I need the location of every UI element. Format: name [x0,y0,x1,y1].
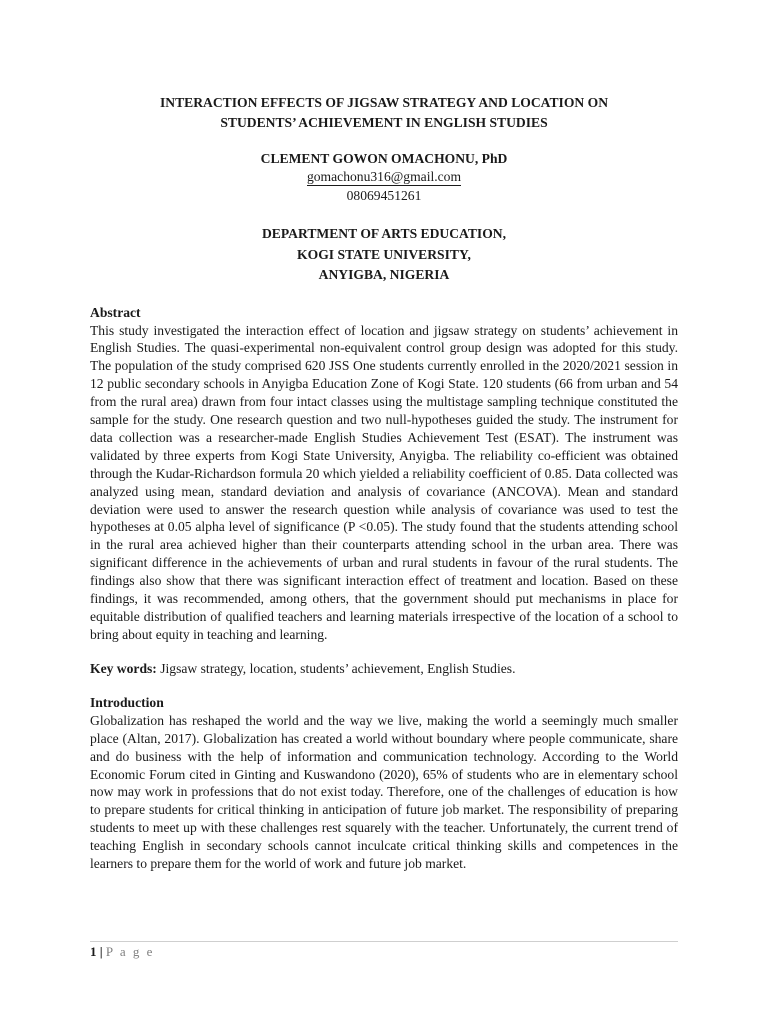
title-line-1: INTERACTION EFFECTS OF JIGSAW STRATEGY AND LOCATION ON [159,95,609,110]
introduction-heading: Introduction [90,694,164,710]
page-content [90,93,678,873]
page-number: 1 [90,944,97,959]
author-name: CLEMENT GOWON OMACHONU, PhD [260,151,508,166]
abstract-heading: Abstract [90,304,141,320]
paper-title [90,93,678,133]
author-phone: 08069451261 [346,188,422,203]
affiliation-line-2: KOGI STATE UNIVERSITY, [297,246,471,262]
page-separator: | [96,944,106,959]
keywords-line [90,660,678,678]
author-block [90,150,678,206]
author-email-link[interactable]: gomachonu316@gmail.com [306,169,462,184]
keywords-label: Key words: [90,660,157,676]
introduction-text: Globalization has reshaped the world and the way we live, making the world a seemingly much smaller place (Altan, 2017). Globalization has created a world without boundary where people communicate, share and do business with the help of information and communication technology. According to the World Economic Forum cited in Ginting and Kuswandono (2020), 65% of students who are in elementary school now may work in professions that do not exist today. Therefore, one of the challenges of education is how to prepare students for critical thinking in anticipation of future job market. The responsibility of preparing students to meet up with these challenges rest squarely with the teacher. Unfortunately, the current trend of teaching English in secondary schools cannot inculcate critical thinking skills and competences in the learners to prepare them for the world of work and future job market. [90,712,678,872]
footer-divider [90,941,678,942]
keywords-text: Jigsaw strategy, location, students’ achievement, English Studies. [156,660,516,676]
page-label: P a g e [105,944,155,959]
abstract-text: This study investigated the interaction effect of location and jigsaw strategy on students’ achievement in English Studies. The quasi-experimental non-equivalent control group design was adopted for this study. The population of the study comprised 620 JSS One students currently enrolled in the 2020/2021 session in 12 public secondary schools in Anyigba Education Zone of Kogi State. 120 students (66 from urban and 54 from the rural area) drawn from four intact classes using the multistage sampling technique constituted the sample for the study. One research question and two null-hypotheses guided the study. The instrument for data collection was a researcher-made English Studies Achievement Test (ESAT). The instrument was validated by three experts from Kogi State University, Anyigba. The reliability co-efficient was obtained through the Kudar-Richardson formula 20 which yielded a reliability coefficient of 0.85. Data collected was analyzed using mean, standard deviation and analysis of covariance (ANCOVA). Mean and standard deviation were used to answer the research question while analysis of covariance was used to test the hypotheses at 0.05 alpha level of significance (P <0.05). The study found that the students attending school in the rural area achieved higher than their counterparts attending school in the urban area. There was significant difference in the achievements of urban and rural students in favour of the rural students. The findings also show that there was significant interaction effect of treatment and location. Based on these findings, it was recommended, among others, that the government should put mechanisms in place for equitable distribution of qualified teachers and learning materials irrespective of the location of a school to bring about equity in teaching and learning. [90,322,678,642]
affiliation-line-3: ANYIGBA, NIGERIA [318,267,450,282]
affiliation-block [90,224,678,286]
affiliation-line-1: DEPARTMENT OF ARTS EDUCATION, [261,226,506,241]
title-line-2: STUDENTS’ ACHIEVEMENT IN ENGLISH STUDIES [220,115,548,130]
page-footer [90,944,154,960]
